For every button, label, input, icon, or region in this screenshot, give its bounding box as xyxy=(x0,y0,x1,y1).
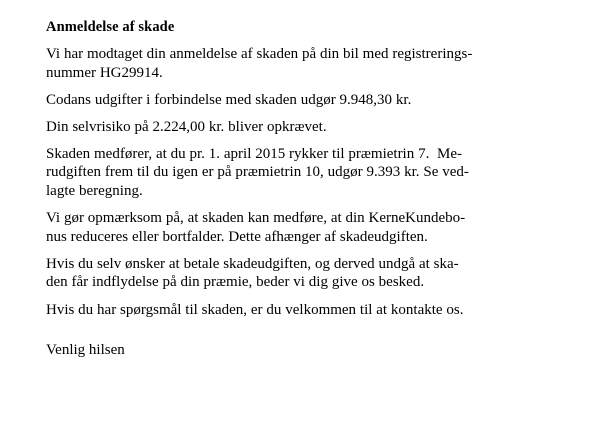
paragraph-premium-step-change xyxy=(46,145,580,201)
paragraph-line: Din selvrisiko på 2.224,00 kr. bliver opkrævet. xyxy=(46,118,327,135)
paragraph-insurer-expenses xyxy=(46,91,580,110)
paragraph-line: Vi har modtaget din anmeldelse af skaden på din bil med registrerings- xyxy=(46,46,473,62)
paragraph-line: Skaden medfører, at du pr. 1. april 2015 rykker til præmietrin 7. Me- xyxy=(46,145,463,162)
paragraph-line: lagte beregning. xyxy=(46,183,143,200)
closing-salutation: Venlig hilsen xyxy=(46,342,125,359)
letter-body xyxy=(46,45,580,360)
paragraph-line: Hvis du selv ønsker at betale skadeudgiften, og derved undgå at ska- xyxy=(46,255,459,272)
paragraph-contact-invitation xyxy=(46,301,580,320)
paragraph-line: rudgiften frem til du igen er på præmietrin 10, udgør 9.393 kr. Se ved- xyxy=(46,164,469,181)
paragraph-line: Hvis du har spørgsmål til skaden, er du velkommen til at kontakte os. xyxy=(46,301,464,318)
page-title: Anmeldelse af skade xyxy=(46,19,175,35)
paragraph-claim-received xyxy=(46,45,580,82)
paragraph-line: Vi gør opmærksom på, at skaden kan medføre, at din KerneKundebo- xyxy=(46,210,466,227)
paragraph-line: nummer HG29914. xyxy=(46,64,163,81)
paragraph-kernekundebonus-notice xyxy=(46,209,580,246)
paragraph-line: nus reduceres eller bortfalder. Dette afhænger af skadeudgiften. xyxy=(46,228,428,245)
paragraph-line: den får indflydelse på din præmie, beder vi dig give os besked. xyxy=(46,274,425,291)
paragraph-deductible xyxy=(46,118,580,137)
paragraph-line: Codans udgifter i forbindelse med skaden udgør 9.948,30 kr. xyxy=(46,91,412,108)
paragraph-self-payment-option xyxy=(46,255,580,292)
